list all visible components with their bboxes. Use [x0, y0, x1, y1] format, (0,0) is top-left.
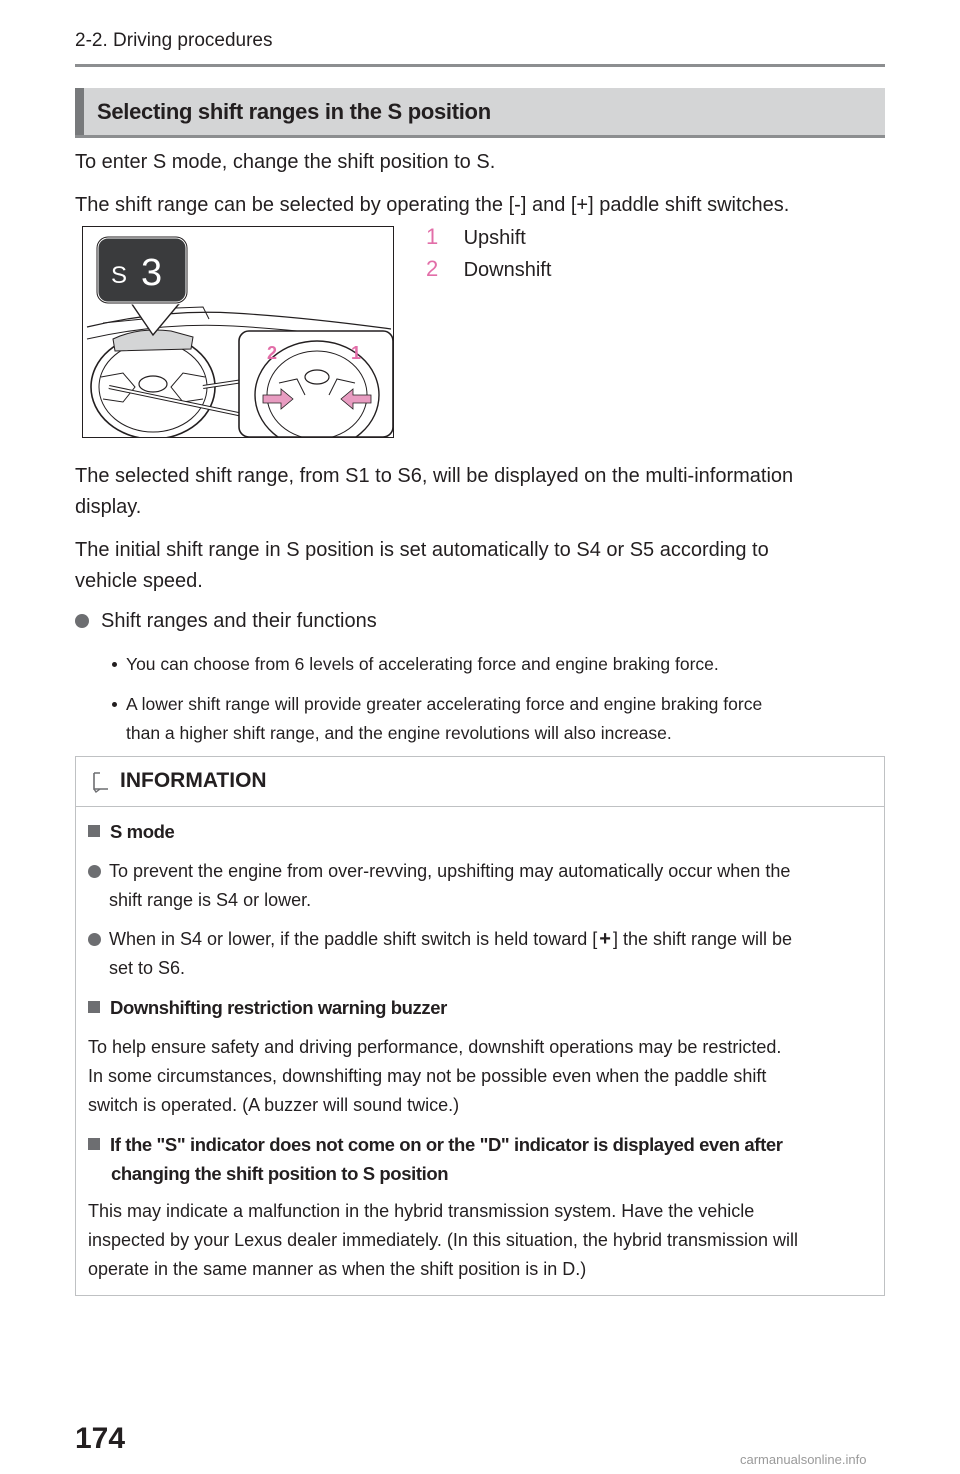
information-icon: [91, 771, 111, 798]
bullet-dot: [75, 614, 89, 628]
chapter-rule: [75, 64, 885, 67]
figure-label-2: 2: [267, 343, 278, 363]
info-heading-indicator-line-1: If the "S" indicator does not come on or the "D" indicator is displayed even after: [110, 1134, 783, 1155]
watermark: carmanualsonline.info: [740, 1452, 867, 1467]
body-paragraph-3-line-1: The selected shift range, from S1 to S6, will be displayed on the multi-information: [75, 465, 794, 487]
square-bullet: [88, 1138, 100, 1150]
info-item-over-revving-line-2: shift range is S4 or lower.: [109, 890, 312, 910]
section-header: [75, 88, 885, 138]
info-heading-indicator-line-2: changing the shift position to S position: [111, 1163, 449, 1184]
callout-2-label: Downshift: [463, 259, 552, 281]
figure-label-1: 1: [351, 343, 362, 363]
body-paragraph-4-line-1: The initial shift range in S position is set automatically to S4 or S5 according to: [75, 539, 769, 561]
body-paragraph-3: [75, 461, 875, 523]
info-heading-buzzer-text: Downshifting restriction warning buzzer: [110, 997, 447, 1018]
info-indicator-line-2: inspected by your Lexus dealer immediately. (In this situation, the hybrid transmission will: [88, 1230, 798, 1250]
sub-bullet-dot: [112, 662, 117, 667]
chapter-heading: 2-2. Driving procedures: [75, 30, 273, 51]
bullet-shift-ranges: [75, 610, 377, 633]
info-item-over-revving-text: [88, 857, 878, 915]
info-item-hold-plus-text: [88, 925, 878, 983]
info-indicator-line-3: operate in the same manner as when the shift position is in D.): [88, 1259, 587, 1279]
info-heading-indicator: [88, 1130, 868, 1188]
callout-1-number: 1: [426, 224, 439, 249]
info-bullet-dot: [88, 933, 101, 946]
plus-icon: +: [599, 928, 611, 950]
square-bullet: [88, 825, 100, 837]
sub-bullet-2-text: [112, 690, 872, 748]
info-heading-s-mode: [88, 817, 868, 846]
info-heading-s-mode-text: S mode: [110, 821, 175, 842]
body-paragraph-4: [75, 535, 875, 597]
info-indicator-paragraph: [88, 1197, 878, 1284]
paddle-shift-illustration: [82, 226, 394, 438]
sub-bullet-2-line-2: than a higher shift range, and the engine revolutions will also increase.: [126, 723, 672, 743]
display-letter: S: [111, 262, 128, 289]
info-item-over-revving: [88, 857, 878, 915]
intro-paragraph-1: To enter S mode, change the shift position to S.: [75, 151, 496, 173]
sub-bullet-1-text: You can choose from 6 levels of accelerating force and engine braking force.: [126, 654, 719, 674]
sub-bullet-2: [112, 690, 872, 748]
info-buzzer-line-2: In some circumstances, downshifting may not be possible even when the paddle shift: [88, 1066, 767, 1086]
info-item-hold-plus-line-2: set to S6.: [109, 958, 186, 978]
info-buzzer-line-1: To help ensure safety and driving performance, downshift operations may be restricted.: [88, 1037, 782, 1057]
section-header-bar: [75, 88, 84, 135]
info-heading-buzzer: [88, 993, 868, 1022]
bullet-text: Shift ranges and their functions: [101, 610, 377, 632]
callout-2: [426, 256, 551, 282]
info-buzzer-paragraph: [88, 1033, 878, 1120]
square-bullet: [88, 1001, 100, 1013]
section-title: Selecting shift ranges in the S position: [97, 99, 491, 124]
callout-2-number: 2: [426, 256, 439, 281]
info-buzzer-line-3: switch is operated. (A buzzer will sound twice.): [88, 1095, 460, 1115]
sub-bullet-dot: [112, 702, 117, 707]
info-item-hold-plus-pre: When in S4 or lower, if the paddle shift switch is held toward [: [109, 929, 598, 949]
info-indicator-line-1: This may indicate a malfunction in the hybrid transmission system. Have the vehicle: [88, 1201, 755, 1221]
intro-paragraph-2: The shift range can be selected by operating the [-] and [+] paddle shift switches.: [75, 194, 790, 216]
info-bullet-dot: [88, 865, 101, 878]
callout-1-label: Upshift: [463, 227, 526, 249]
display-number: 3: [141, 252, 163, 294]
sub-bullet-2-line-1: A lower shift range will provide greater accelerating force and engine braking force: [126, 694, 763, 714]
information-box: [75, 756, 885, 1296]
page-number: 174: [75, 1422, 126, 1455]
info-item-hold-plus-post: ] the shift range will be: [612, 929, 793, 949]
info-item-over-revving-line-1: To prevent the engine from over-revving, upshifting may automatically occur when the: [109, 861, 791, 881]
illustration-drawing: [83, 227, 394, 438]
information-header: [76, 757, 884, 807]
body-paragraph-4-line-2: vehicle speed.: [75, 570, 203, 592]
sub-bullet-1: [112, 650, 872, 679]
callout-1: [426, 224, 526, 250]
information-label: INFORMATION: [120, 769, 267, 792]
body-paragraph-3-line-2: display.: [75, 496, 142, 518]
info-item-hold-plus: [88, 925, 878, 983]
